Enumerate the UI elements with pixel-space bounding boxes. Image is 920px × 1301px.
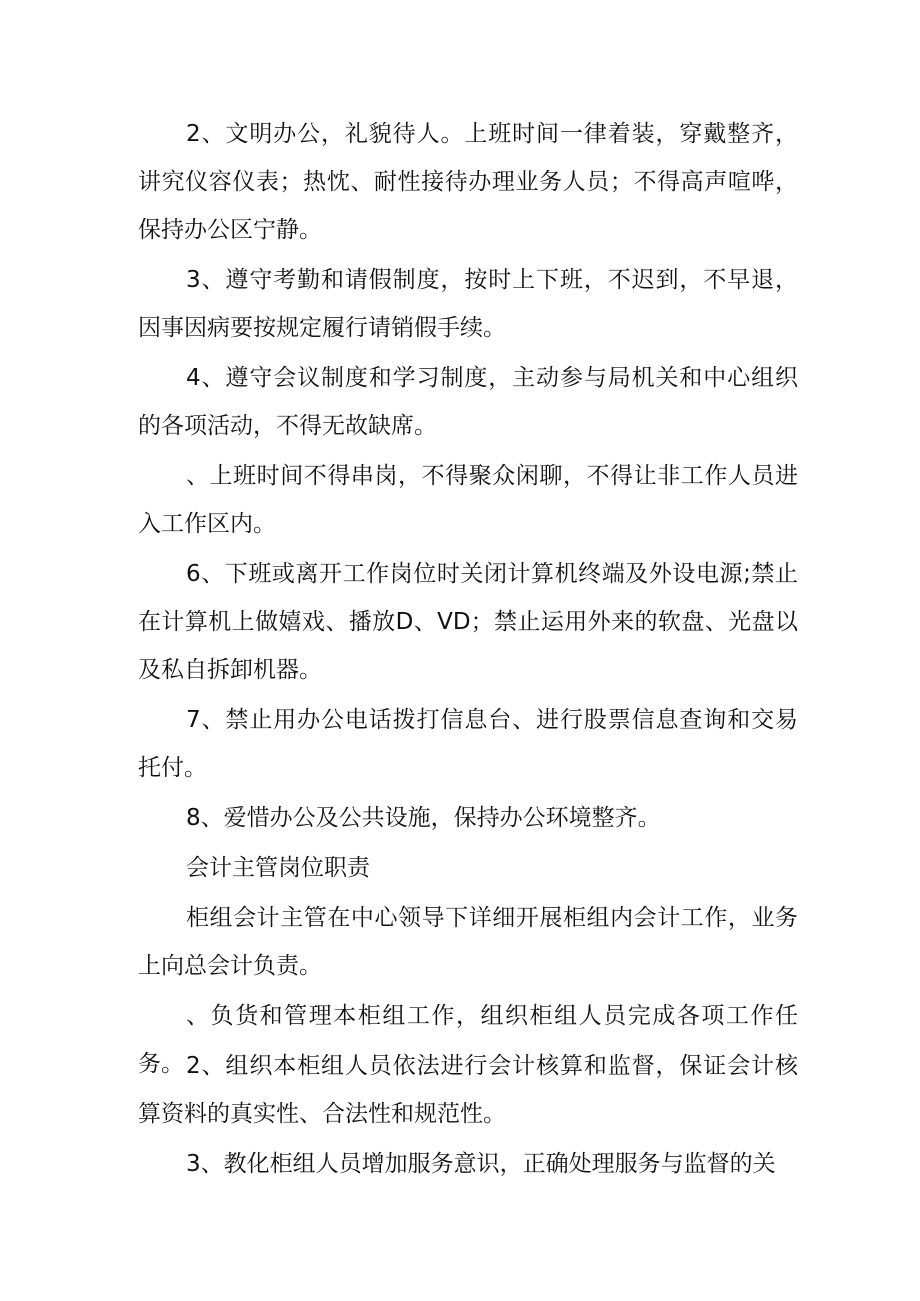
paragraph-rule-5: 、上班时间不得串岗，不得聚众闲聊，不得让非工作人员进入工作区内。: [138, 463, 798, 537]
paragraph-rule-4: 4、遵守会议制度和学习制度，主动参与局机关和中心组织的各项活动，不得无故缺席。: [138, 365, 798, 439]
paragraph-duty-1: 、负货和管理本柜组工作，组织柜组人员完成各项工作任务。: [138, 1003, 798, 1077]
paragraph-rule-3: 3、遵守考勤和请假制度，按时上下班，不迟到，不早退，因事因病要按规定履行请销假手续。: [138, 267, 798, 341]
paragraph-rule-8: 8、爱惜办公及公共设施，保持办公环境整齐。: [186, 805, 661, 831]
section-heading: 会计主管岗位职责: [186, 855, 370, 881]
paragraph-duty-3: 3、教化柜组人员增加服务意识，正确处理服务与监督的关: [186, 1151, 776, 1177]
paragraph-intro: 柜组会计主管在中心领导下详细开展柜组内会计工作，业务上向总会计负责。: [138, 905, 798, 979]
paragraph-rule-2: 2、文明办公，礼貌待人。上班时间一律着装，穿戴整齐，讲究仪容仪表；热忱、耐性接待办理业务人员；不得高声喧哗，保持办公区宁静。: [138, 121, 798, 243]
paragraph-rule-6: 6、下班或离开工作岗位时关闭计算机终端及外设电源;禁止在计算机上做嬉戏、播放D、VD；禁止运用外来的软盘、光盘以及私自拆卸机器。: [138, 561, 798, 683]
paragraph-rule-7: 7、禁止用办公电话拨打信息台、进行股票信息查询和交易托付。: [138, 707, 798, 781]
document-body: [138, 110, 798, 1188]
paragraph-duty-2: 2、组织本柜组人员依法进行会计核算和监督，保证会计核算资料的真实性、合法性和规范性。: [138, 1053, 798, 1127]
